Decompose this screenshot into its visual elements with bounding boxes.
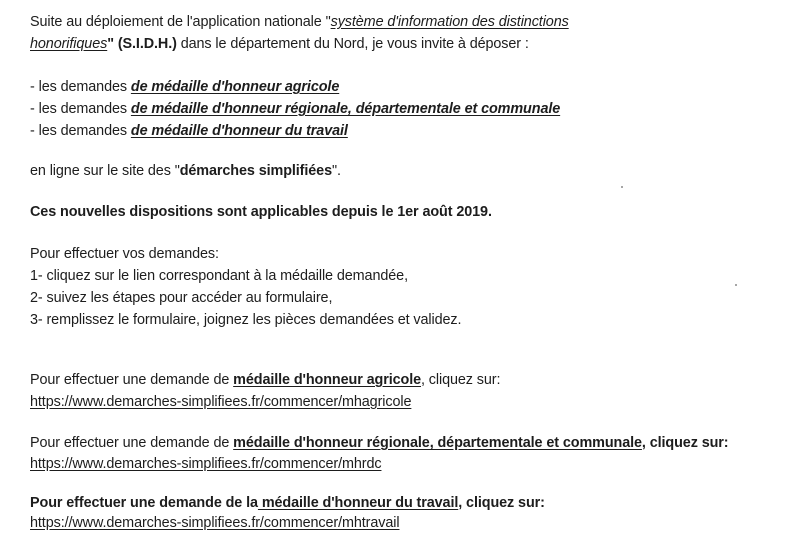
sidh-name-part-1: système d'information des distinctions [330, 14, 569, 30]
demande-medal-name: de médaille d'honneur régionale, départementale et communale [130, 101, 561, 117]
request-suffix: , cliquez sur: [641, 435, 729, 451]
request-agricole-link-row [30, 392, 411, 412]
demande-item [30, 121, 348, 141]
demande-prefix: - les demandes [30, 123, 131, 139]
intro-prefix: Suite au déploiement de l'application nationale " [30, 14, 331, 30]
request-suffix: , cliquez sur: [421, 372, 501, 388]
link-mhrdc[interactable]: https://www.demarches-simplifiees.fr/commencer/mhrdc [30, 456, 382, 472]
step-item: 1- cliquez sur le lien correspondant à la médaille demandée, [30, 268, 408, 284]
intro-rest: dans le département du Nord, je vous invite à déposer : [176, 36, 529, 52]
request-prefix: Pour effectuer une demande de [30, 435, 234, 451]
demande-prefix: - les demandes [30, 79, 131, 95]
scan-speck [735, 284, 737, 286]
demande-item [30, 99, 560, 119]
request-medal-name: médaille d'honneur du travail [257, 495, 459, 511]
request-rdc-link-row [30, 454, 381, 474]
sidh-acronym: " (S.I.D.H.) [107, 36, 177, 52]
request-travail-text [30, 493, 545, 513]
intro-line-2 [30, 34, 529, 54]
online-line [30, 161, 341, 181]
demande-medal-name: de médaille d'honneur agricole [130, 79, 340, 95]
online-suffix: ". [331, 163, 341, 179]
request-travail-link-row [30, 513, 399, 533]
demande-medal-name: de médaille d'honneur du travail [130, 123, 348, 139]
step-item: 2- suivez les étapes pour accéder au formulaire, [30, 290, 333, 306]
link-mhagricole[interactable]: https://www.demarches-simplifiees.fr/commencer/mhagricole [30, 394, 412, 410]
request-medal-name: médaille d'honneur régionale, départementale et communale [233, 435, 642, 451]
request-medal-name: médaille d'honneur agricole [233, 372, 421, 388]
demarches-simplifiees-name: démarches simplifiées [179, 163, 332, 179]
steps-intro: Pour effectuer vos demandes: [30, 246, 219, 262]
scan-speck [621, 186, 623, 188]
dispositions-notice: Ces nouvelles dispositions sont applicables depuis le 1er août 2019. [30, 204, 492, 220]
request-rdc-text [30, 433, 728, 453]
demande-prefix: - les demandes [30, 101, 131, 117]
sidh-name-part-2: honorifiques [30, 36, 108, 52]
request-prefix: Pour effectuer une demande de la [30, 495, 258, 511]
request-suffix: , cliquez sur: [458, 495, 545, 511]
step-item: 3- remplissez le formulaire, joignez les pièces demandées et validez. [30, 312, 462, 328]
link-mhtravail[interactable]: https://www.demarches-simplifiees.fr/commencer/mhtravail [30, 515, 400, 531]
intro-line-1 [30, 12, 569, 32]
request-agricole-text [30, 370, 500, 390]
request-prefix: Pour effectuer une demande de [30, 372, 234, 388]
demande-item [30, 77, 339, 97]
online-prefix: en ligne sur le site des " [30, 163, 180, 179]
